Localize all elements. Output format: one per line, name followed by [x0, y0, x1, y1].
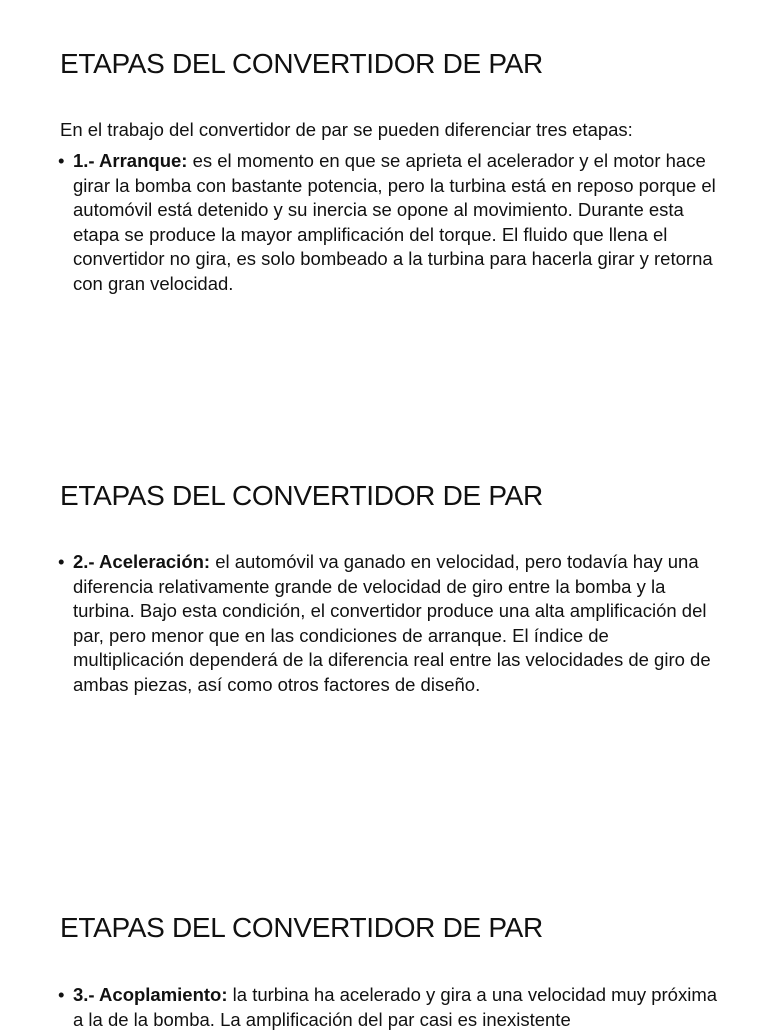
bullet-list [58, 550, 718, 697]
slide-title: ETAPAS DEL CONVERTIDOR DE PAR [60, 912, 543, 943]
bullet-item-aceleracion [58, 550, 718, 697]
bullet-list [58, 983, 718, 1032]
bullet-item-arranque [58, 149, 718, 296]
bullet-term: 2.- Aceleración: [73, 551, 211, 572]
bullet-text: es el momento en que se aprieta el acelerador y el motor hace girar la bomba con bastante potencia, pero la turbina está en reposo porque el automóvil está detenido y su inercia se opone al movimiento. Durante esta etapa se produce la mayor amplificación del torque. El fluido que llena el convertidor no gira, es solo bombeado a la turbina para hacerla girar y retorna con gran velocidad. [73, 150, 716, 294]
bullet-marker: • [58, 984, 65, 1005]
bullet-text: el automóvil va ganado en velocidad, pero todavía hay una diferencia relativamente grande de velocidad de giro entre la bomba y la turbina. Bajo esta condición, el convertidor produce una alta amplificación del par, pero menor que en las condiciones de arranque. El índice de multiplicación dependerá de la diferencia real entre las velocidades de giro de ambas piezas, así como otros factores de diseño. [73, 551, 711, 695]
intro-paragraph: En el trabajo del convertidor de par se pueden diferenciar tres etapas: [60, 119, 633, 140]
slide-title: ETAPAS DEL CONVERTIDOR DE PAR [60, 48, 543, 79]
bullet-text: la turbina ha acelerado y gira a una velocidad muy próxima a la de la bomba. La amplificación del par casi es inexistente [73, 984, 718, 1030]
bullet-list [58, 149, 718, 296]
bullet-marker: • [58, 551, 65, 572]
bullet-marker: • [58, 150, 65, 171]
bullet-item-acoplamiento [58, 983, 718, 1032]
bullet-term: 3.- Acoplamiento: [73, 984, 228, 1005]
slide-title: ETAPAS DEL CONVERTIDOR DE PAR [60, 480, 543, 511]
bullet-term: 1.- Arranque: [73, 150, 188, 171]
